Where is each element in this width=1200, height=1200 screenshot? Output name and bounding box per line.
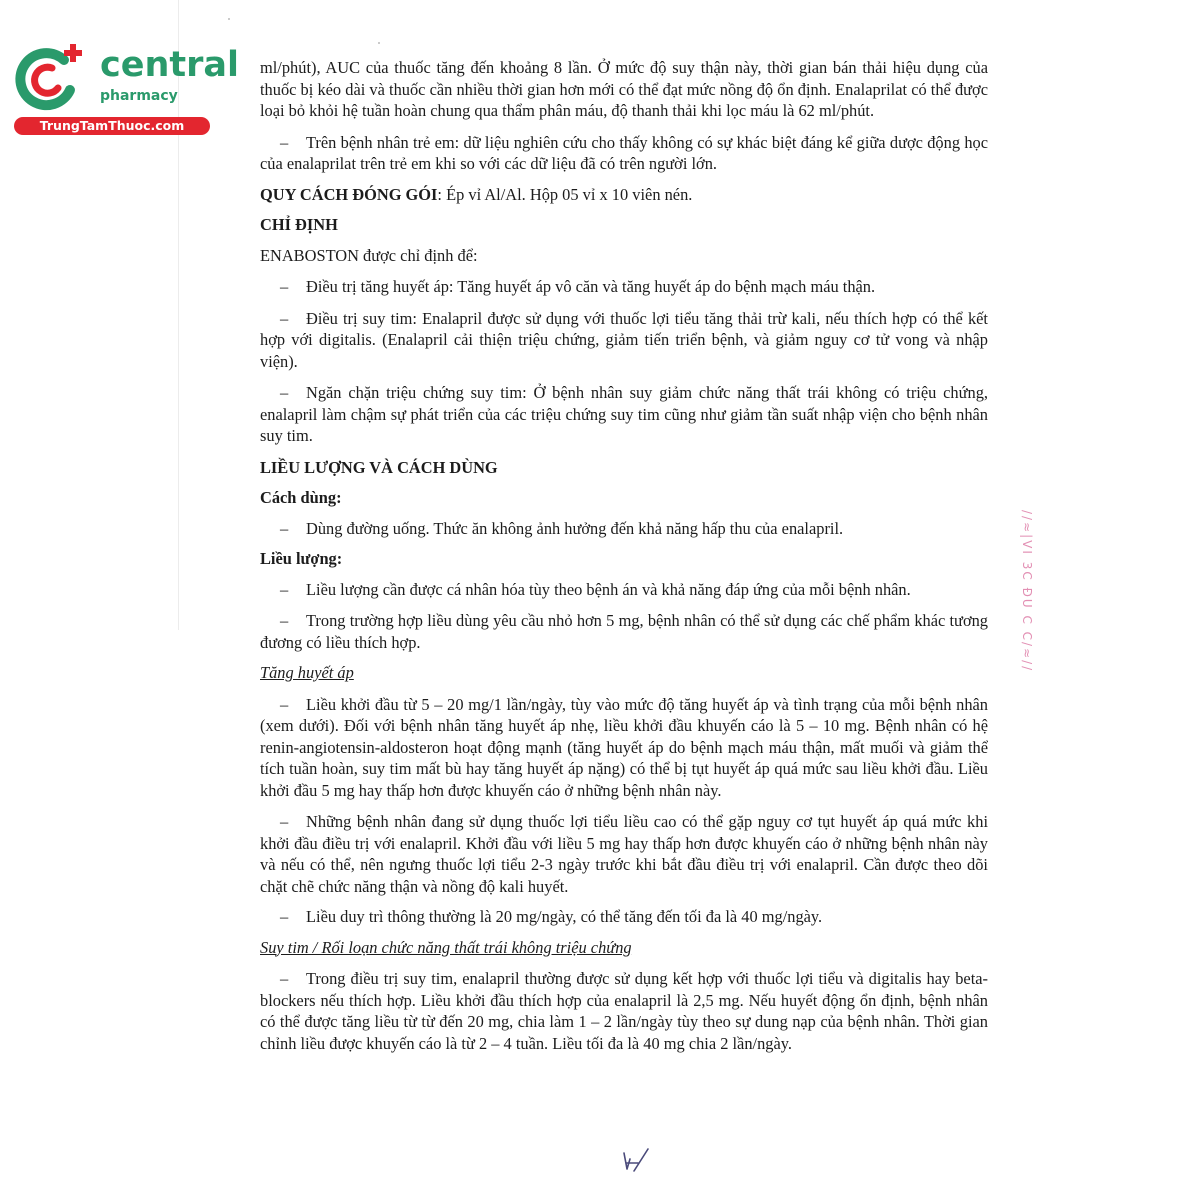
pharmacy-logo-icon xyxy=(12,38,92,118)
indication-text: Điều trị tăng huyết áp: Tăng huyết áp vô căn và tăng huyết áp do bệnh mạch máu thận. xyxy=(306,277,876,296)
bullet-dash: – xyxy=(280,694,289,714)
bullet-dash: – xyxy=(280,812,289,831)
bullet-dash: – xyxy=(280,383,289,402)
packaging-label: QUY CÁCH ĐÓNG GÓI xyxy=(260,184,438,204)
pk-pediatric-paragraph xyxy=(260,132,988,175)
usage-item xyxy=(260,518,988,540)
usage-text: Dùng đường uống. Thức ăn không ảnh hưởng đến khả năng hấp thu của enalapril. xyxy=(306,518,844,538)
packaging-text: : Ép vỉ Al/Al. Hộp 05 vỉ x 10 viên nén. xyxy=(437,184,693,204)
heart-failure-item xyxy=(260,968,988,1054)
dose-heading: Liều lượng: xyxy=(260,549,343,568)
hypertension-text: Những bệnh nhân đang sử dụng thuốc lợi tiểu liều cao có thể gặp nguy cơ tụt huyết áp quá mức khi khởi đầu điều trị với enalapril. Khởi đầu với liều 5 mg hay thấp hơn được khuyến cáo ở những bệnh nhân này và nếu có thể, nên ngưng thuốc lợi tiểu 2-3 ngày trước khi bắt đầu điều trị với enalapril. Cần được theo dõi chặt chẽ chức năng thận và nồng độ kali huyết. xyxy=(260,812,988,896)
dose-item xyxy=(260,610,988,653)
bullet-dash: – xyxy=(280,308,289,328)
scan-speck xyxy=(228,18,230,20)
dosage-heading: LIỀU LƯỢNG VÀ CÁCH DÙNG xyxy=(260,457,498,477)
indication-text: Điều trị suy tim: Enalapril được sử dụng với thuốc lợi tiểu tăng thải trừ kali, nếu thích hợp có thể kết hợp với digitalis. (Enalapril cải thiện triệu chứng, giảm tiến triển bệnh, và giảm nguy cơ tử vong và nhập viện). xyxy=(260,308,988,371)
indication-item xyxy=(260,308,988,373)
indication-text: Ngăn chặn triệu chứng suy tim: Ở bệnh nhân suy giảm chức năng thất trái không có triệu chứng, enalapril làm chậm sự phát triển của các triệu chứng suy tim cũng như giảm tần suất nhập viện cho bệnh nhân suy tim. xyxy=(260,383,988,445)
document-body xyxy=(260,57,988,1054)
handwritten-initial-icon xyxy=(618,1145,654,1175)
central-pharmacy-logo[interactable] xyxy=(12,38,240,138)
bullet-dash: – xyxy=(280,969,289,988)
scan-speck xyxy=(378,42,380,44)
bullet-dash: – xyxy=(280,907,289,926)
dose-text: Trong trường hợp liều dùng yêu cầu nhỏ hơn 5 mg, bệnh nhân có thể sử dụng các chế phẩm khác tương đương có liều thích hợp. xyxy=(260,611,988,652)
packaging-line xyxy=(260,184,988,206)
bullet-dash: – xyxy=(280,611,289,630)
usage-heading: Cách dùng: xyxy=(260,488,342,507)
hypertension-subheading: Tăng huyết áp xyxy=(260,663,354,682)
hypertension-item xyxy=(260,906,988,928)
pk-pediatric-text: Trên bệnh nhân trẻ em: dữ liệu nghiên cứu cho thấy không có sự khác biệt đáng kể giữa dược động học của enalaprilat trên trẻ em khi so với các dữ liệu đã có trên người lớn. xyxy=(260,132,988,173)
bullet-dash: – xyxy=(280,132,289,152)
logo-subtitle: pharmacy xyxy=(100,88,178,104)
bullet-dash: – xyxy=(280,518,289,538)
hypertension-item xyxy=(260,694,988,802)
dose-text: Liều lượng cần được cá nhân hóa tùy theo bệnh án và khả năng đáp ứng của mỗi bệnh nhân. xyxy=(306,579,911,599)
indication-item xyxy=(260,382,988,447)
indications-intro: ENABOSTON được chỉ định để: xyxy=(260,245,478,265)
pk-continuation-paragraph: ml/phút), AUC của thuốc tăng đến khoảng 8 lần. Ở mức độ suy thận này, thời gian bán thải hiệu dụng của thuốc bị kéo dài và thuốc cần nhiều thời gian hơn mới có thể đạt mức nồng độ ổn định. Enalaprilat có thể được loại bỏ khỏi hệ tuần hoàn chung qua thẩm phân máu, độ thanh thải khi lọc máu là 62 ml/phút. xyxy=(260,58,988,120)
heart-failure-subheading: Suy tim / Rối loạn chức năng thất trái không triệu chứng xyxy=(260,937,632,957)
logo-brand-name: central xyxy=(100,45,240,85)
bullet-dash: – xyxy=(280,277,289,296)
hypertension-item xyxy=(260,811,988,897)
bullet-dash: – xyxy=(280,579,289,599)
hypertension-text: Liều khởi đầu từ 5 – 20 mg/1 lần/ngày, tùy vào mức độ tăng huyết áp và tình trạng của mỗi bệnh nhân (xem dưới). Đối với bệnh nhân tăng huyết áp nhẹ, liều khởi đầu khuyến cáo là 5 – 10 mg. Bệnh nhân có hệ renin-angiotensin-aldosteron hoạt động mạnh (tăng huyết áp do bệnh mạch máu thận, mất muối và giảm thể tích tuần hoàn, suy tim mất bù hay tăng huyết áp nặng) có thể bị tụt huyết áp quá mức sau liều khởi đầu. Liều khởi đầu 5 mg hay thấp hơn được khuyến cáo ở những bệnh nhân này. xyxy=(260,694,988,800)
dose-item xyxy=(260,579,988,601)
heart-failure-text: Trong điều trị suy tim, enalapril thường được sử dụng kết hợp với thuốc lợi tiểu và digitalis hay beta-blockers nếu thích hợp. Liều khởi đầu thích hợp của enalapril là 2,5 mg. Nếu huyết động ổn định, bệnh nhân có thể được tăng liều từ từ đến 20 mg, chia làm 1 – 2 lần/ngày tùy theo sự dung nạp của bệnh nhân. Thời gian chỉnh liều được khuyến cáo là từ 2 – 4 tuần. Liều tối đa là 40 mg chia 2 lần/ngày. xyxy=(260,969,988,1053)
indication-item xyxy=(260,276,988,298)
hypertension-text: Liều duy trì thông thường là 20 mg/ngày, có thể tăng đến tối đa là 40 mg/ngày. xyxy=(306,907,823,926)
indications-heading: CHỈ ĐỊNH xyxy=(260,215,338,234)
logo-website[interactable]: TrungTamThuoc.com xyxy=(14,117,210,135)
margin-stamp: //≈|VI 3C ĐU C C/≈// xyxy=(1020,510,1034,673)
